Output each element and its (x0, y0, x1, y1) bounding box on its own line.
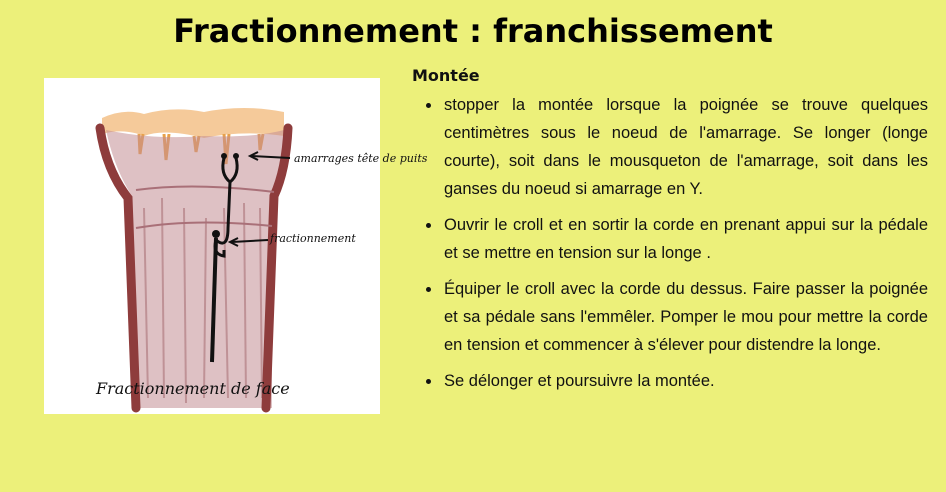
page-title: Fractionnement : franchissement (173, 12, 773, 50)
list-item: Équiper le croll avec la corde du dessus. Faire passer la poignée et sa pédale sans l'emmêler. Pomper le mou pour mettre la corde en tension et commencer à s'élever pour distendre la longe. (444, 275, 928, 359)
figure-caption: Fractionnement de face (96, 379, 290, 398)
instruction-list (412, 91, 928, 395)
fractionnement-illustration (44, 78, 428, 414)
shaft-drawing (44, 78, 428, 414)
list-item: Ouvrir le croll et en sortir la corde en prenant appui sur la pédale et se mettre en tension sur la longe . (444, 211, 928, 267)
label-fractionnement: fractionnement (270, 232, 356, 245)
section-heading: Montée (412, 66, 480, 85)
list-item: Se délonger et poursuivre la montée. (444, 367, 928, 395)
list-item: stopper la montée lorsque la poignée se trouve quelques centimètres sous le noeud de l'amarrage. Se longer (longe courte), soit dans le mousqueton de l'amarrage, soit dans les ganses du noeud si amarrage en Y. (444, 91, 928, 203)
label-amarrages: amarrages tête de puits (294, 152, 428, 165)
instructions-panel (412, 66, 928, 403)
